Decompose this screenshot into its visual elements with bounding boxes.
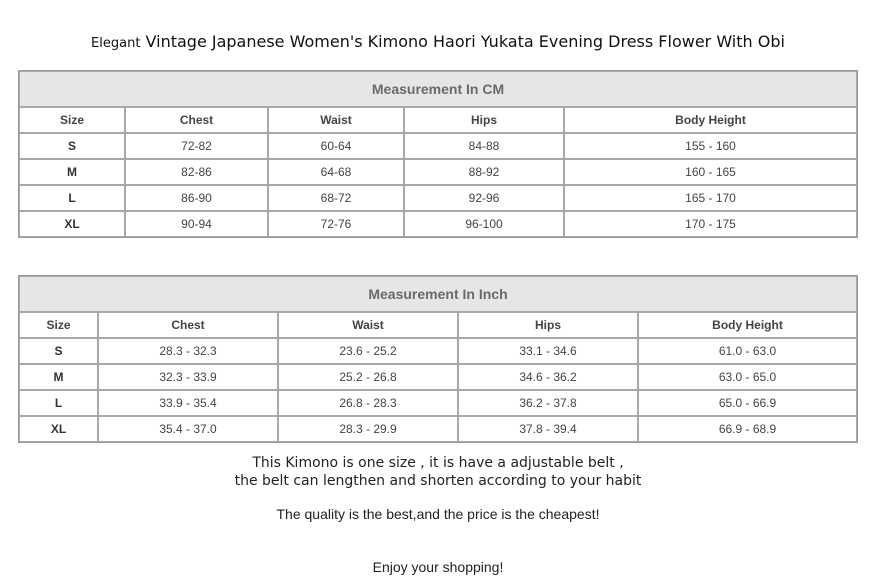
table-cell: 170 - 175 — [564, 211, 857, 237]
table-cell: 82-86 — [125, 159, 268, 185]
inch-table-heading: Measurement In Inch — [19, 276, 857, 312]
table-cell: 64-68 — [268, 159, 404, 185]
table-cell: 60-64 — [268, 133, 404, 159]
size-cell: S — [19, 133, 125, 159]
table-cell: 88-92 — [404, 159, 564, 185]
table-cell: 32.3 - 33.9 — [98, 364, 278, 390]
header-row — [19, 107, 857, 133]
table-cell: 34.6 - 36.2 — [458, 364, 638, 390]
table-cell: 84-88 — [404, 133, 564, 159]
product-title — [0, 32, 876, 51]
header-row — [19, 312, 857, 338]
column-header: Size — [19, 107, 125, 133]
table-row — [19, 416, 857, 442]
title-prefix: Elegant — [91, 36, 141, 51]
belt-note-line-1: This Kimono is one size , it is have a adjustable belt , — [252, 455, 624, 471]
table-cell: 66.9 - 68.9 — [638, 416, 857, 442]
table-cell: 25.2 - 26.8 — [278, 364, 458, 390]
column-header: Waist — [268, 107, 404, 133]
table-row — [19, 211, 857, 237]
closing-note: Enjoy your shopping! — [372, 559, 504, 575]
size-cell: M — [19, 364, 98, 390]
column-header: Hips — [458, 312, 638, 338]
table-cell: 72-82 — [125, 133, 268, 159]
table-cell: 28.3 - 32.3 — [98, 338, 278, 364]
size-cell: M — [19, 159, 125, 185]
table-cell: 63.0 - 65.0 — [638, 364, 857, 390]
table-cell: 28.3 - 29.9 — [278, 416, 458, 442]
table-cell: 92-96 — [404, 185, 564, 211]
table-cell: 33.9 - 35.4 — [98, 390, 278, 416]
cm-table-heading: Measurement In CM — [19, 71, 857, 107]
size-cell: L — [19, 185, 125, 211]
belt-note — [0, 454, 876, 490]
table-cell: 90-94 — [125, 211, 268, 237]
cm-size-table — [18, 70, 858, 238]
table-cell: 33.1 - 34.6 — [458, 338, 638, 364]
size-cell: XL — [19, 211, 125, 237]
table-row — [19, 390, 857, 416]
size-cell: XL — [19, 416, 98, 442]
title-text: Vintage Japanese Women's Kimono Haori Yukata Evening Dress Flower With Obi — [145, 32, 785, 51]
table-cell: 26.8 - 28.3 — [278, 390, 458, 416]
table-cell: 72-76 — [268, 211, 404, 237]
column-header: Chest — [125, 107, 268, 133]
table-row — [19, 364, 857, 390]
column-header: Chest — [98, 312, 278, 338]
table-row — [19, 133, 857, 159]
column-header: Waist — [278, 312, 458, 338]
table-cell: 35.4 - 37.0 — [98, 416, 278, 442]
column-header: Hips — [404, 107, 564, 133]
table-cell: 37.8 - 39.4 — [458, 416, 638, 442]
inch-size-table — [18, 275, 858, 443]
size-cell: L — [19, 390, 98, 416]
column-header: Body Height — [638, 312, 857, 338]
table-cell: 61.0 - 63.0 — [638, 338, 857, 364]
belt-note-line-2: the belt can lengthen and shorten according to your habit — [234, 473, 642, 489]
quality-note: The quality is the best,and the price is the cheapest! — [276, 506, 600, 522]
table-row — [19, 338, 857, 364]
table-cell: 65.0 - 66.9 — [638, 390, 857, 416]
table-cell: 96-100 — [404, 211, 564, 237]
table-row — [19, 185, 857, 211]
table-cell: 86-90 — [125, 185, 268, 211]
table-cell: 155 - 160 — [564, 133, 857, 159]
table-row — [19, 159, 857, 185]
table-cell: 165 - 170 — [564, 185, 857, 211]
size-cell: S — [19, 338, 98, 364]
table-cell: 68-72 — [268, 185, 404, 211]
table-cell: 36.2 - 37.8 — [458, 390, 638, 416]
column-header: Body Height — [564, 107, 857, 133]
column-header: Size — [19, 312, 98, 338]
table-cell: 23.6 - 25.2 — [278, 338, 458, 364]
table-cell: 160 - 165 — [564, 159, 857, 185]
